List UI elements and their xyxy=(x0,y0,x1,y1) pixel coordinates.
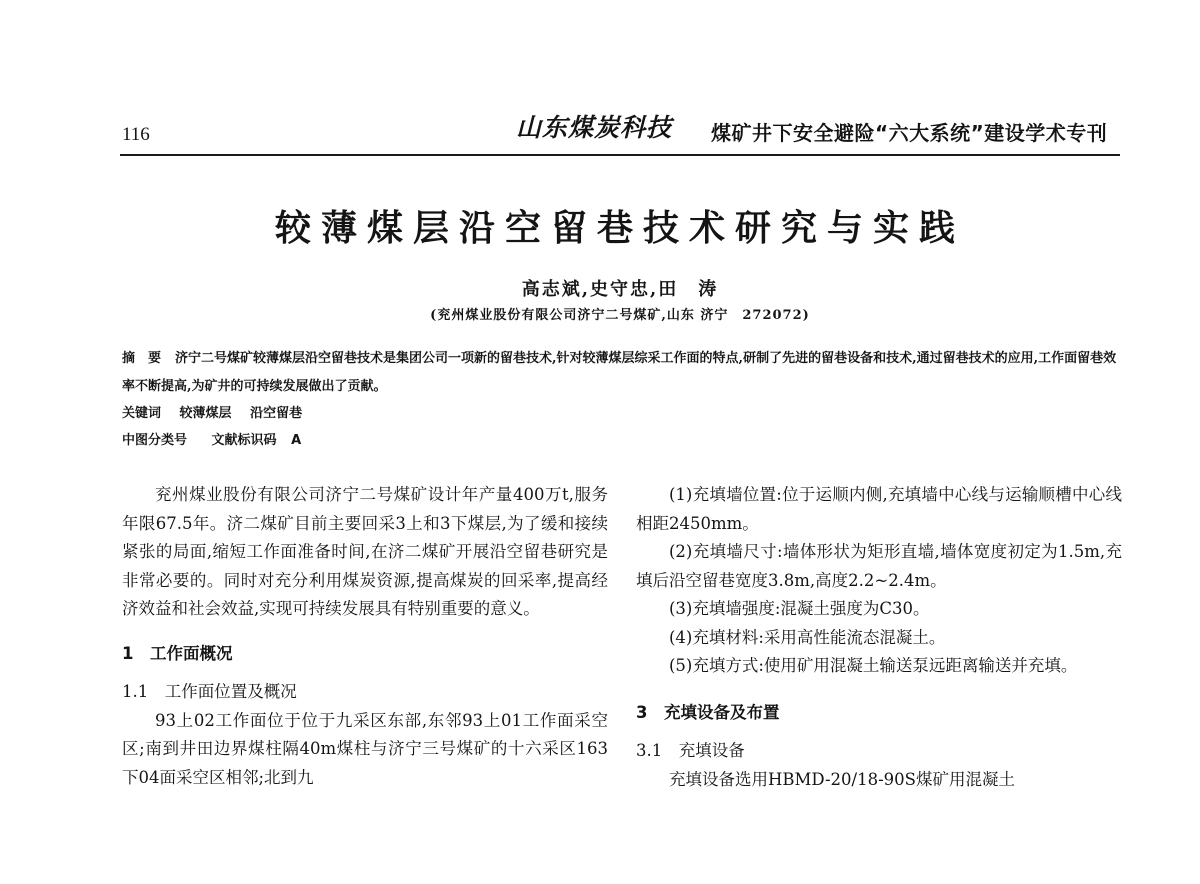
list-item: (1)充填墙位置:位于运顺内侧,充填墙中心线与运输顺槽中心线相距2450mm。 xyxy=(636,485,1122,533)
journal-issue-title: 煤矿井下安全避险“六大系统”建设学术专刊 xyxy=(711,121,1108,145)
authors: 高志斌,史守忠,田 涛 xyxy=(521,279,719,300)
keyword-item: 沿空留巷 xyxy=(250,406,303,421)
list-item: (4)充填材料:采用高性能流态混凝土。 xyxy=(669,627,946,647)
keyword-item: 较薄煤层 xyxy=(179,406,232,421)
right-column xyxy=(636,481,1122,794)
list-item: (2)充填墙尺寸:墙体形状为矩形直墙,墙体宽度初定为1.5m,充填后沿空留巷宽度3.8m,高度2.2~2.4m。 xyxy=(636,542,1122,590)
page-number: 116 xyxy=(122,124,150,145)
abstract xyxy=(122,345,1120,401)
section-heading: 3 充填设备及布置 xyxy=(636,702,780,722)
keywords xyxy=(122,402,316,421)
classification xyxy=(122,429,321,448)
list-item: (3)充填墙强度:混凝土强度为C30。 xyxy=(669,599,930,618)
clc-label: 中图分类号 xyxy=(122,433,188,448)
left-column xyxy=(122,481,608,792)
body-paragraph: 93上02工作面位于位于九采区东部,东邻93上01工作面采空区;南到井田边界煤柱隔40m煤柱与济宁三号煤矿的十六采区163下04面采空区相邻;北到九 xyxy=(122,710,608,787)
section-heading: 1 工作面概况 xyxy=(122,643,233,663)
abstract-text: 济宁二号煤矿较薄煤层沿空留巷技术是集团公司一项新的留巷技术,针对较薄煤层综采工作面的特点,研制了先进的留巷设备和技术,通过留巷技术的应用,工作面留巷效率不断提高,为矿井的可持续发展做出了贡献。 xyxy=(122,351,1117,394)
keywords-label: 关键词 xyxy=(122,406,162,421)
list-item: (5)充填方式:使用矿用混凝土输送泵远距离输送并充填。 xyxy=(669,656,1078,675)
intro-paragraph: 兖州煤业股份有限公司济宁二号煤矿设计年产量400万t,服务年限67.5年。济二煤矿目前主要回采3上和3下煤层,为了缓和接续紧张的局面,缩短工作面准备时间,在济二煤矿开展沿空留巷研究是非常必要的。同时对充分利用煤炭资源,提高煤炭的回采率,提高经济效益和社会效益,实现可持续发展具有特别重要的意义。 xyxy=(122,485,608,618)
doc-code: A xyxy=(291,433,302,448)
body-paragraph: 充填设备选用HBMD-20/18-90S煤矿用混凝土 xyxy=(669,769,1015,789)
subsection-heading: 3.1 充填设备 xyxy=(636,741,745,760)
paper-title: 较薄煤层沿空留巷技术研究与实践 xyxy=(274,207,965,249)
subsection-heading: 1.1 工作面位置及概况 xyxy=(122,682,297,701)
header-rule xyxy=(120,154,1120,156)
abstract-label: 摘 要 xyxy=(122,351,162,366)
doc-code-label: 文献标识码 xyxy=(211,433,277,448)
affiliation: (兖州煤业股份有限公司济宁二号煤矿,山东 济宁 272072) xyxy=(430,308,810,323)
journal-logo: 山东煤炭科技 xyxy=(516,113,673,142)
